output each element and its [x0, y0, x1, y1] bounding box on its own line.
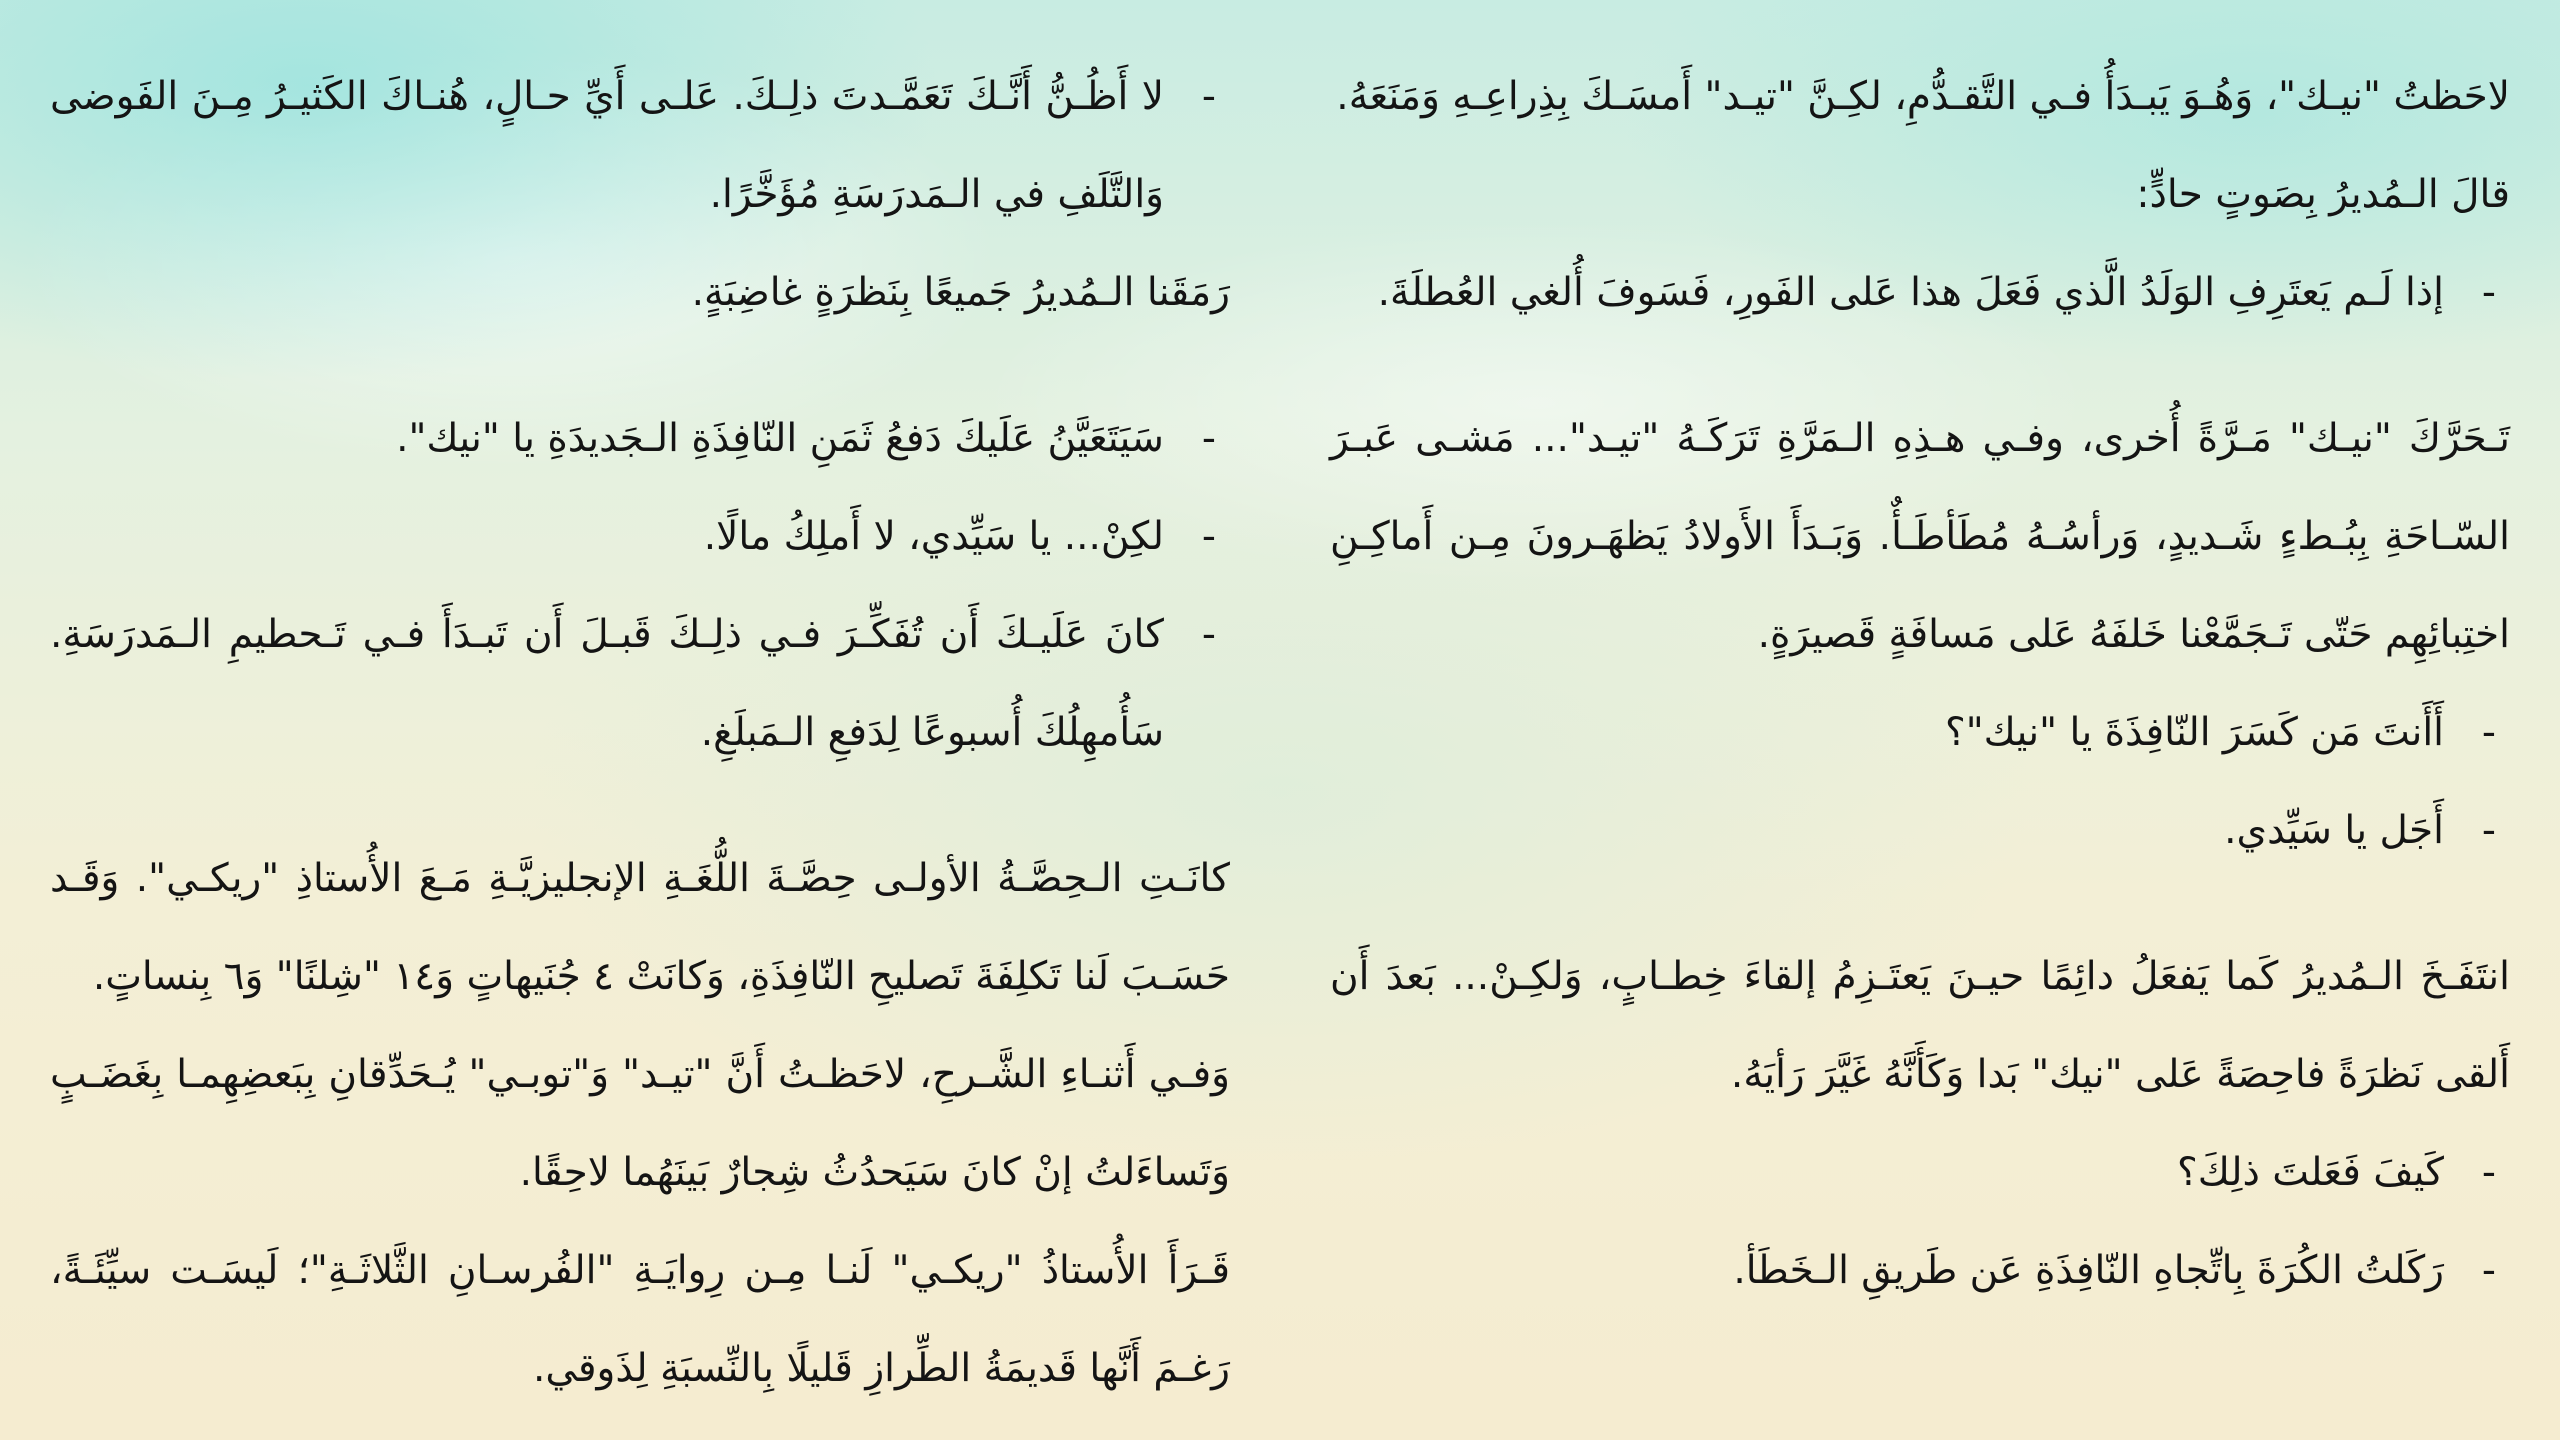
dialogue-line: - رَكَلتُ الكُرَةَ بِاتِّجاهِ النّافِذَةِ عَن طَريقِ الـخَطَأ. — [1330, 1222, 2510, 1320]
paragraph-gap — [1330, 880, 2510, 928]
paragraph: تَـحَرَّكَ "نيـك" مَـرَّةً أُخرى، وفـي هـذِهِ الـمَرَّةِ تَرَكَـهُ "تيـد"... مَشـى عَبـرَ السّـاحَةِ بِبُـطءٍ شَـديدٍ، وَرأسُـهُ مُطَأطَـأٌ. وَبَـدَأَ الأَولادُ يَظهَـرونَ مِـن أَماكِـنِ اختِبائِهِم حَتّى تَـجَمَّعْنا خَلفَهُ عَلى مَسافَةٍ قَصيرَةٍ. — [1330, 416, 2510, 657]
dialogue-line: - أَجَل يا سَيِّدي. — [1330, 782, 2510, 880]
paragraph: لاحَظتُ "نيـك"، وَهُـوَ يَبـدَأُ فـي التَّقـدُّمِ، لكِـنَّ "تيـد" أَمسَـكَ بِذِراعِـهِ وَمَنَعَهُ. — [1336, 74, 2510, 119]
paragraph: كانَـتِ الـحِصَّـةُ الأولـى حِصَّـةَ اللُّغَـةِ الإنجليزيَّـةِ مَـعَ الأُستاذِ "ريكـي". وَقَـد حَسَـبَ لَنا تَكلِفَةَ تَصليحِ النّافِذَةِ، وَكانَتْ ٤ جُنَيهاتٍ وَ١٤ "شِلنًا" وَ٦ بِنساتٍ. — [50, 856, 1230, 999]
dialogue-line: - لا أَظُـنُّ أَنَّـكَ تَعَمَّـدتَ ذلِـكَ. عَلـى أَيِّ حـالٍ، هُنـاكَ الكَثيـرُ مِـنَ الفَوضى وَالتَّلَفِ في الـمَدرَسَةِ مُؤَخَّرًا. — [50, 48, 1230, 244]
dialogue-line: - إذا لَـم يَعتَرِفِ الوَلَدُ الَّذي فَعَلَ هذا عَلى الفَورِ، فَسَوفَ أُلغي العُطلَةَ. — [1330, 244, 2510, 342]
dialogue-line: - أَأَنتَ مَن كَسَرَ النّافِذَةَ يا "نيك"؟ — [1330, 684, 2510, 782]
paragraph: قَـرَأَ الأُستاذُ "ريكـي" لَنـا مِـن رِوايَـةِ "الفُرسـانِ الثَّلاثَـةِ"؛ لَيسَـت سيِّئَـةً، رَغـمَ أَنَّها قَديمَةُ الطِّرازِ قَليلًا بِالنِّسبَةِ لِذَوقي. — [50, 1248, 1230, 1391]
dialogue-line: - سَيَتَعَيَّنُ عَلَيكَ دَفعُ ثَمَنِ النّافِذَةِ الـجَديدَةِ يا "نيك". — [50, 390, 1230, 488]
paragraph: رَمَقَنا الـمُديرُ جَميعًا بِنَظرَةٍ غاضِبَةٍ. — [691, 270, 1230, 315]
dialogue-line: - لكِنْ... يا سَيِّدي، لا أَملِكُ مالًا. — [50, 488, 1230, 586]
paragraph-gap — [50, 342, 1230, 390]
dialogue-line: - كانَ عَلَيـكَ أَن تُفَكِّـرَ فـي ذلِـكَ قَبـلَ أَن تَبـدَأَ فـي تَـحطيمِ الـمَدرَسَةِ. سَأُمهِلُكَ أُسبوعًا لِدَفعِ الـمَبلَغِ. — [50, 586, 1230, 782]
paragraph: وَفـي أَثنـاءِ الشَّـرحِ، لاحَظـتُ أَنَّ "تيـد" وَ"توبـي" يُـحَدِّقانِ بِبَعضِهِمـا بِغَضَـبٍ وَتَساءَلتُ إنْ كانَ سَيَحدُثُ شِجارٌ بَينَهُما لاحِقًا. — [50, 1052, 1230, 1195]
right-column — [1330, 48, 2510, 1320]
dialogue-line: - كَيفَ فَعَلتَ ذلِكَ؟ — [1330, 1124, 2510, 1222]
paragraph-gap — [50, 782, 1230, 830]
left-column — [50, 48, 1230, 1418]
paragraph-gap — [1330, 342, 2510, 390]
paragraph: انتَفَـخَ الـمُديرُ كَما يَفعَلُ دائِمًا حيـنَ يَعتَـزِمُ إلقاءَ خِطـابٍ، وَلكِـنْ... بَعدَ أَن أَلقى نَظرَةً فاحِصَةً عَلى "نيك" بَدا وَكَأَنَّهُ غَيَّرَ رَأيَهُ. — [1330, 954, 2510, 1097]
paragraph: قالَ الـمُديرُ بِصَوتٍ حادٍّ: — [2136, 172, 2510, 217]
